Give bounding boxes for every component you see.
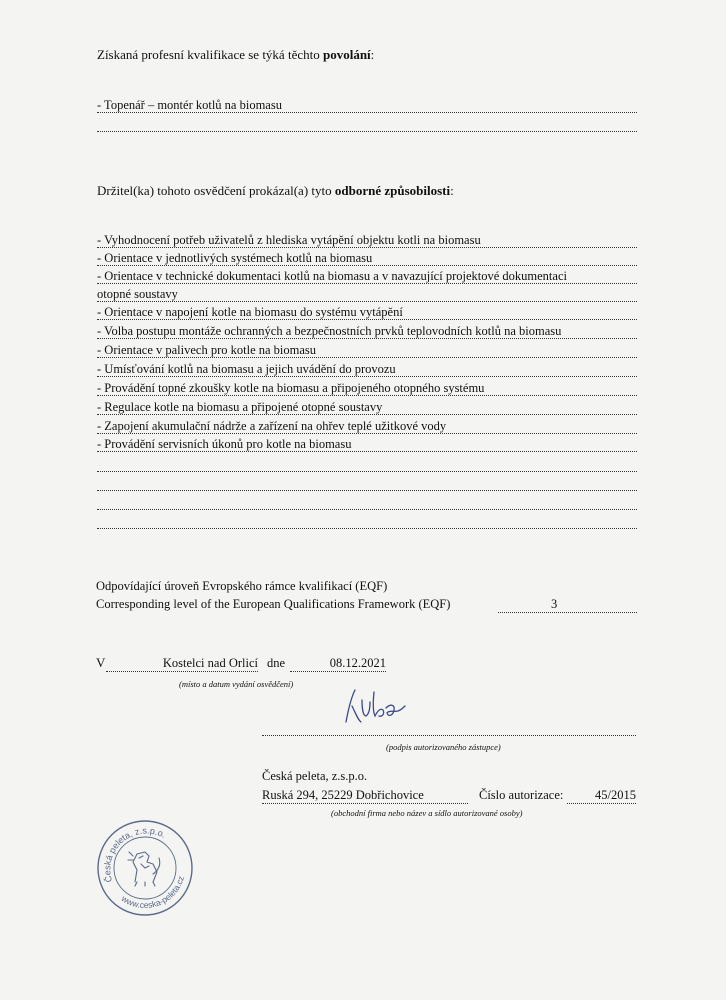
competences-intro-colon: : [450, 183, 454, 198]
eqf-label-en: Corresponding level of the European Qualifications Framework (EQF) [96, 597, 451, 611]
signature-image [338, 686, 408, 726]
competence-item: - Provádění topné zkoušky kotle na biomasu a připojeného otopného systému [97, 381, 637, 396]
organization-address: Ruská 294, 25229 Dobřichovice [262, 788, 468, 804]
occupation-item: - Topenář – montér kotlů na biomasu [97, 98, 637, 113]
competence-item: - Orientace v napojení kotle na biomasu do systému vytápění [97, 305, 637, 320]
competence-item: - Orientace v jednotlivých systémech kotlů na biomasu [97, 251, 637, 266]
competences-intro [97, 183, 454, 199]
eqf-label-cz: Odpovídající úroveň Evropského rámce kvalifikací (EQF) [96, 579, 388, 593]
svg-text:Česká peleta, z.s.p.o. [95, 818, 170, 887]
competence-item: - Umísťování kotlů na biomasu a jejich uvádění do provozu [97, 362, 637, 377]
blank-line [97, 490, 637, 491]
blank-line [97, 131, 637, 132]
occupation-intro-colon: : [370, 47, 375, 62]
authorization-number: 45/2015 [567, 788, 636, 804]
place-date-caption: (místo a datum vydání osvědčení) [179, 679, 294, 689]
organization-name: Česká peleta, z.s.p.o. [262, 769, 368, 783]
competences-intro-bold: odborné způsobilosti [334, 183, 451, 198]
occupation-intro [97, 47, 374, 63]
place-field [106, 656, 258, 672]
place-value: Kostelci nad Orlicí [162, 656, 258, 670]
eqf-level: 3 [551, 597, 558, 611]
competences-intro-text: Držitel(ka) tohoto osvědčení prokázal(a) tyto [97, 183, 335, 198]
blank-line [97, 471, 637, 472]
competence-item: - Orientace v technické dokumentaci kotlů na biomasu a v navazující projektové dokumentaci [97, 269, 637, 284]
competence-item: - Provádění servisních úkonů pro kotle na biomasu [97, 437, 637, 452]
signature-caption: (podpis autorizovaného zástupce) [386, 742, 501, 752]
date-value: 08.12.2021 [329, 656, 386, 670]
blank-line [97, 509, 637, 510]
competence-item: - Orientace v palivech pro kotle na biomasu [97, 343, 637, 358]
competence-item: - Regulace kotle na biomasu a připojené otopné soustavy [97, 400, 637, 415]
organization-caption: (obchodní firma nebo název a sídlo autorizované osoby) [331, 808, 523, 818]
occupation-intro-bold: povolání [322, 47, 371, 62]
competence-item: - Volba postupu montáže ochranných a bezpečnostních prvků teplovodních kotlů na biomasu [97, 324, 637, 339]
competence-item: otopné soustavy [97, 287, 637, 302]
competence-item: - Vyhodnocení potřeb uživatelů z hlediska vytápění objektu kotli na biomasu [97, 233, 637, 248]
authorization-label: Číslo autorizace: [479, 788, 564, 802]
stamp-top-text: Česká peleta, z.s.p.o. [102, 825, 168, 884]
eqf-level-field [498, 597, 637, 613]
competence-item: - Zapojení akumulační nádrže a zařízení na ohřev teplé užitkové vody [97, 419, 637, 434]
blank-line [97, 528, 637, 529]
date-prefix: dne [267, 656, 286, 670]
place-prefix: V [96, 655, 106, 670]
lion-emblem-icon [128, 852, 160, 886]
date-field [290, 656, 386, 672]
stamp-bottom-text: www.ceska-peleta.cz [119, 874, 186, 911]
signature-line [262, 735, 636, 736]
occupation-intro-text: Získaná profesní kvalifikace se týká těchto [97, 47, 323, 62]
organization-stamp [95, 818, 195, 918]
